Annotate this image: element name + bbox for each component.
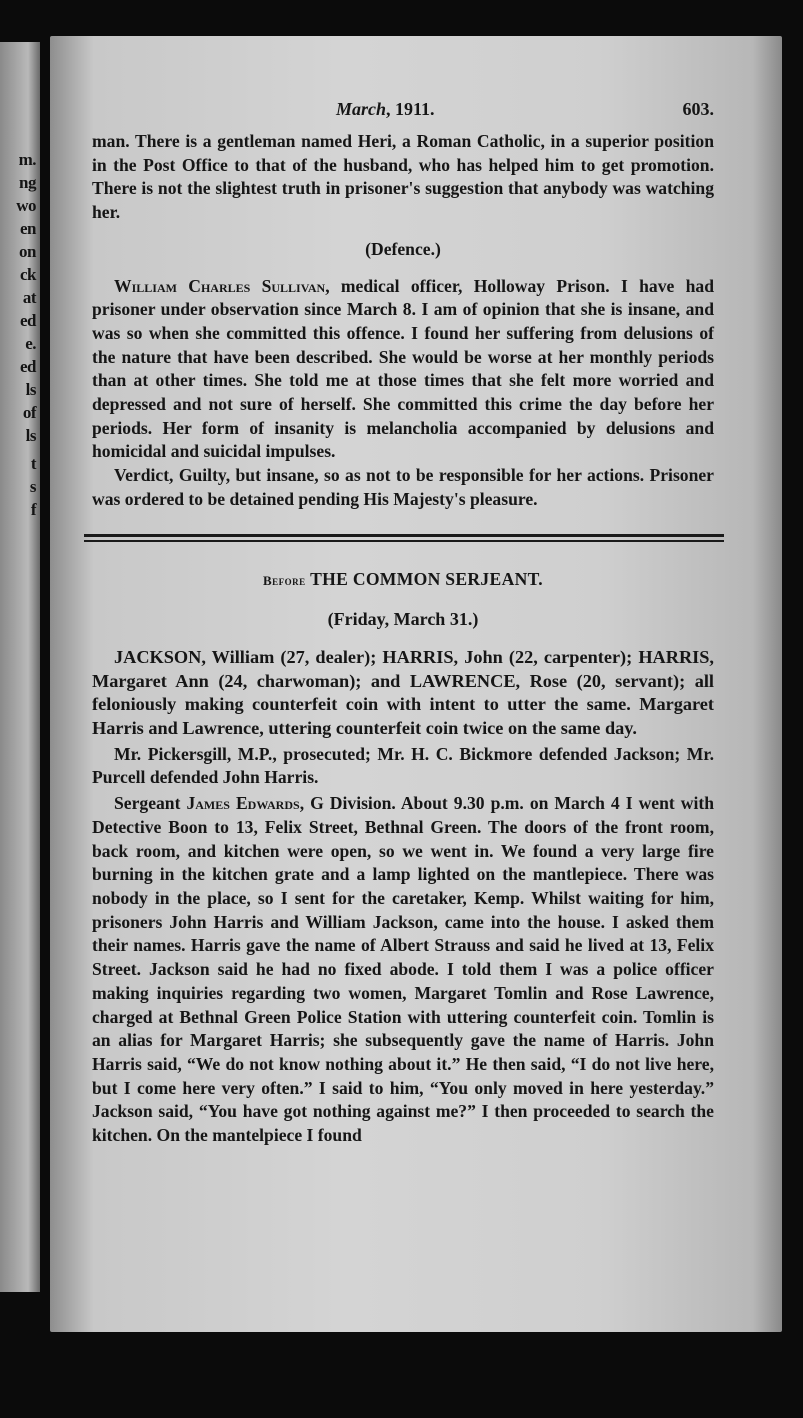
facing-page-fragment: m. (18, 150, 36, 169)
header-date (336, 98, 435, 122)
court-name: THE COMMON SERJEANT. (310, 568, 544, 589)
facing-page-fragment: ed (20, 357, 36, 376)
facing-page-fragment: on (19, 242, 36, 261)
facing-page-edge (0, 42, 40, 1292)
facing-page-fragment: at (22, 288, 36, 307)
facing-page-fragment: ed (20, 311, 36, 330)
defence-heading: (Defence.) (365, 238, 441, 259)
evidence-paragraph (92, 792, 714, 1148)
witness-name: William Charles Sullivan (114, 275, 326, 296)
document-page (50, 36, 782, 1332)
facing-page-fragment: t (30, 454, 36, 473)
witness-name: James Edwards (186, 793, 300, 814)
facing-page-fragment: s (29, 477, 36, 496)
facing-page-fragment: ck (20, 265, 36, 284)
facing-page-fragment: ng (19, 173, 36, 192)
facing-page-fragment: ls (25, 426, 36, 445)
facing-page-fragment: ls (25, 380, 36, 399)
defence-paragraph (92, 275, 714, 465)
header-month: March (336, 99, 387, 119)
header-year: , 1911. (386, 99, 435, 119)
page-number: 603. (682, 99, 714, 119)
verdict-paragraph: Verdict, Guilty, but insane, so as not to be responsible for her actions. Prisoner was ordered to be detained pending His Majesty's pleasure. (92, 465, 714, 509)
divider-rule-thin (84, 540, 724, 542)
court-heading (92, 568, 714, 593)
facing-page-fragment: of (22, 403, 36, 422)
facing-page-fragment: e. (25, 334, 36, 353)
indictment-paragraph: JACKSON, William (27, dealer); HARRIS, John (22, carpenter); HARRIS, Margaret Ann (24, charwoman); and LAWRENCE, Rose (20, servant); all feloniously making counterfeit coin with intent to utter the same. Margaret Harris and Lawrence, uttering counterfeit coin twice on the same day. (92, 646, 714, 739)
section-divider (84, 534, 724, 542)
facing-page-fragment: f (30, 500, 36, 519)
continuation-paragraph: man. There is a gentleman named Heri, a Roman Catholic, in a superior position in the Post Office to that of the husband, who has helped him to get promotion. There is not the slightest truth in prisoner's suggestion that anybody was watching her. (92, 131, 714, 223)
court-before: Before (262, 572, 306, 588)
running-header (92, 98, 714, 124)
page-body (92, 98, 714, 1148)
witness-testimony: , G Division. About 9.30 p.m. on March 4 I went with Detective Boon to 13, Felix Street, Bethnal Green. The doors of the front room, back room, and kitchen were open, so we went in. We found a very large fire burning in the kitchen grate and a lamp lighted on the mantlepiece. There was nobody in the place, so I sent for the caretaker, Kemp. Whilst waiting for him, prisoners John Harris and William Jackson, came into the house. I asked them their names. Harris gave the name of Albert Strauss and said he lived at 13, Felix Street. Jackson said he had no fixed abode. I told them I was a police officer making inquiries regarding two women, Margaret Tomlin and Rose Lawrence, charged at Bethnal Green Police Station with uttering counterfeit coin. Tomlin is an alias for Margaret Harris; she subsequently gave the name of Harris. John Harris said, “We do not know nothing about it.” He then said, “I do not live here, but I come here very often.” I said to him, “You only moved in here yesterday.” Jackson said, “You have got nothing against me?” I then proceeded to search the kitchen. On the mantelpiece I found (92, 793, 715, 1146)
counsel-paragraph: Mr. Pickersgill, M.P., prosecuted; Mr. H. C. Bickmore defended Jackson; Mr. Purcell defended John Harris. (92, 743, 714, 788)
facing-page-fragment: en (20, 219, 36, 238)
session-date: (Friday, March 31.) (327, 609, 479, 630)
facing-page-fragment: wo (16, 196, 36, 215)
divider-rule-thick (84, 534, 724, 537)
witness-testimony: , medical officer, Holloway Prison. I have had prisoner under observation since March 8. I am of opinion that she is insane, and was so when she committed this offence. I found her suffering from delusions of the nature that have been described. She would be worse at her monthly periods than at other times. She told me at those times that she felt more worried and depressed and not sure of herself. She committed this crime the day before her periods. Her form of insanity is melancholia accompanied by delusions and homicidal and suicidal impulses. (92, 275, 714, 462)
witness-rank: Sergeant (114, 793, 187, 814)
